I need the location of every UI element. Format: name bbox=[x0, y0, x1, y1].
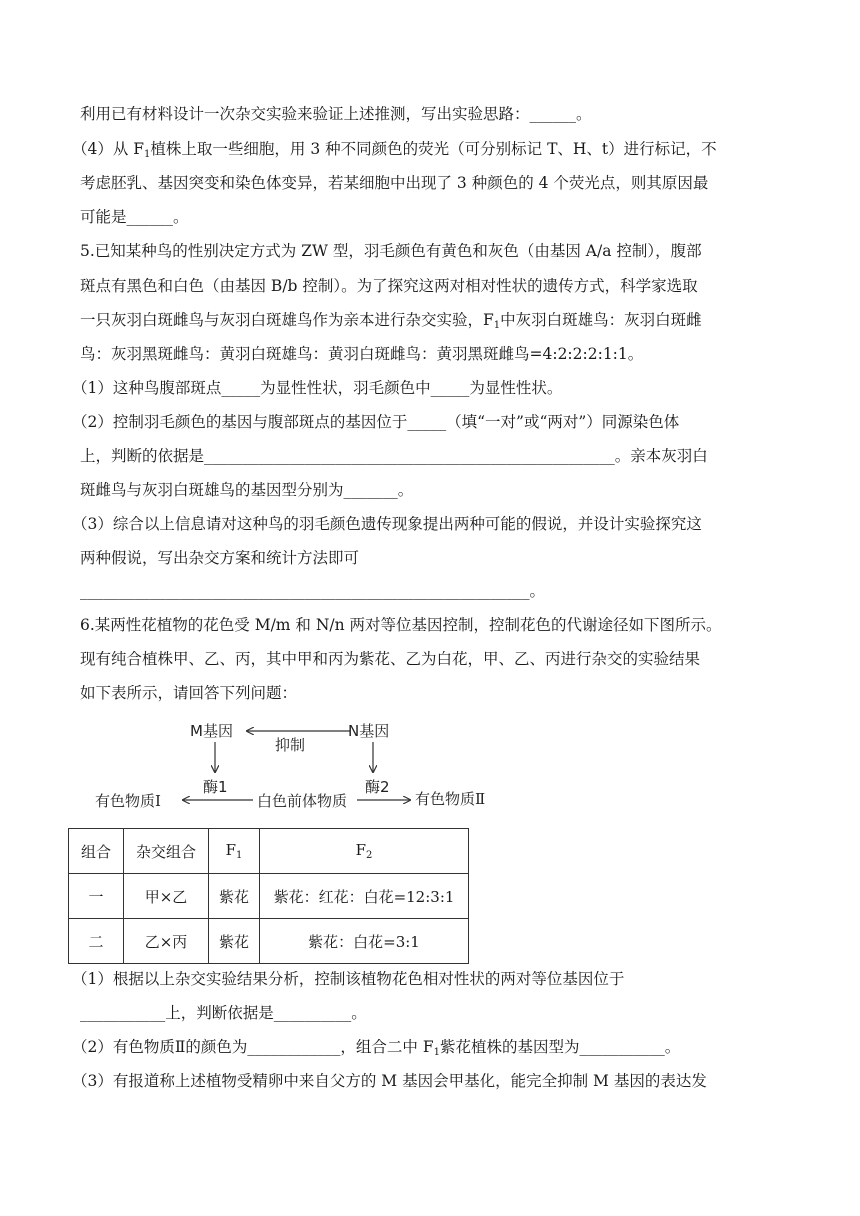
table-row bbox=[69, 919, 469, 964]
white-precursor-label: 白色前体物质 bbox=[257, 792, 348, 810]
text-span: 中灰羽白斑雄鸟：灰羽白斑雌 bbox=[500, 311, 702, 329]
text-line: 如下表所示，请回答下列问题： bbox=[80, 684, 298, 702]
subscript: 1 bbox=[493, 320, 501, 331]
table-header-cell bbox=[209, 829, 260, 874]
question-6-title: 6.某两性花植物的花色受 M/m 和 N/n 两对等位基因控制，控制花色的代谢途径如下图所示。 bbox=[80, 616, 722, 634]
table-cell: 乙×丙 bbox=[124, 919, 209, 964]
metabolic-pathway-diagram bbox=[85, 712, 525, 822]
text-span: （4）从 F bbox=[72, 140, 145, 158]
text-span: （2）有色物质Ⅱ的颜色为____________，组合二中 F bbox=[72, 1038, 434, 1056]
text-line: （1）这种鸟腹部斑点_____为显性性状，羽毛颜色中_____为显性性状。 bbox=[72, 379, 563, 397]
colored-substance-1-label: 有色物质Ⅰ bbox=[95, 792, 161, 810]
text-line: 斑点有黑色和白色（由基因 B/b 控制）。为了探究这两对相对性状的遗传方式，科学家选取 bbox=[80, 277, 698, 295]
table-cell: 一 bbox=[69, 874, 124, 919]
subscript: 2 bbox=[366, 850, 373, 861]
text-line: 上，判断的依据是_____________________________________________________。亲本灰羽白 bbox=[80, 447, 708, 465]
question-5-title: 5.已知某种鸟的性别决定方式为 ZW 型，羽毛颜色有黄色和灰色（由基因 A/a 控制），腹部 bbox=[80, 242, 702, 260]
header-text: F bbox=[225, 841, 237, 859]
text-line: （3）有报道称上述植物受精卵中来自父方的 M 基因会甲基化，能完全抑制 M 基因的表达发 bbox=[72, 1072, 707, 1090]
n-gene-label: N基因 bbox=[348, 722, 390, 740]
text-line: （3）综合以上信息请对这种鸟的羽毛颜色遗传现象提出两种可能的假说，并设计实验探究这 bbox=[72, 515, 702, 533]
cross-results-table bbox=[68, 828, 469, 964]
text-line: 利用已有材料设计一次杂交实验来验证上述推测，写出实验思路：______。 bbox=[80, 105, 592, 123]
table-header-cell bbox=[260, 829, 469, 874]
text-span: 一只灰羽白斑雌鸟与灰羽白斑雄鸟作为亲本进行杂交实验，F bbox=[80, 311, 494, 329]
table-cell: 紫花：红花：白花=12:3:1 bbox=[260, 874, 469, 919]
subscript: 1 bbox=[236, 850, 243, 861]
header-text: F bbox=[355, 841, 367, 859]
text-line: 斑雌鸟与灰羽白斑雄鸟的基因型分别为_______。 bbox=[80, 481, 414, 499]
table-header-cell: 杂交组合 bbox=[124, 829, 209, 874]
table-cell: 二 bbox=[69, 919, 124, 964]
table-row bbox=[69, 874, 469, 919]
text-line: （1）根据以上杂交实验结果分析，控制该植物花色相对性状的两对等位基因位于 bbox=[72, 970, 625, 988]
text-line: 考虑胚乳、基因突变和染色体变异，若某细胞中出现了 3 种颜色的 4 个荧光点，则其原因最 bbox=[80, 174, 709, 192]
enzyme1-label: 酶1 bbox=[203, 778, 228, 796]
text-line: 现有纯合植株甲、乙、丙，其中甲和丙为紫花、乙为白花，甲、乙、丙进行杂交的实验结果 bbox=[80, 650, 701, 668]
table-cell: 紫花 bbox=[209, 919, 260, 964]
subscript: 1 bbox=[433, 1047, 440, 1058]
inhibit-label: 抑制 bbox=[275, 736, 306, 754]
text-line: 可能是______。 bbox=[80, 208, 189, 226]
enzyme2-label: 酶2 bbox=[365, 778, 390, 796]
colored-substance-2-label: 有色物质Ⅱ bbox=[415, 790, 486, 808]
text-line: 两种假说，写出杂交方案和统计方法即可 bbox=[80, 549, 360, 567]
text-span: 植株上取一些细胞，用 3 种不同颜色的荧光（可分别标记 T、H、t）进行标记，不 bbox=[150, 140, 717, 158]
text-line: __________________________________________________________。 bbox=[80, 582, 546, 600]
text-line: （2）控制羽毛颜色的基因与腹部斑点的基因位于_____（填“一对”或“两对”）同源染色体 bbox=[72, 413, 680, 431]
text-line bbox=[80, 309, 702, 337]
text-line bbox=[72, 1036, 680, 1064]
subscript: 1 bbox=[144, 149, 151, 160]
table-cell: 紫花 bbox=[209, 874, 260, 919]
text-span: 紫花植株的基因型为___________。 bbox=[439, 1038, 681, 1056]
text-line: ___________上，判断依据是__________。 bbox=[80, 1004, 367, 1022]
text-line: 鸟：灰羽黑斑雌鸟：黄羽白斑雄鸟：黄羽白斑雌鸟：黄羽黑斑雌鸟=4:2:2:2:1:1。 bbox=[80, 345, 644, 363]
m-gene-label: M基因 bbox=[190, 722, 233, 740]
table-cell: 紫花：白花=3:1 bbox=[260, 919, 469, 964]
table-header-cell: 组合 bbox=[69, 829, 124, 874]
text-line bbox=[72, 138, 717, 166]
table-cell: 甲×乙 bbox=[124, 874, 209, 919]
table-header-row bbox=[69, 829, 469, 874]
